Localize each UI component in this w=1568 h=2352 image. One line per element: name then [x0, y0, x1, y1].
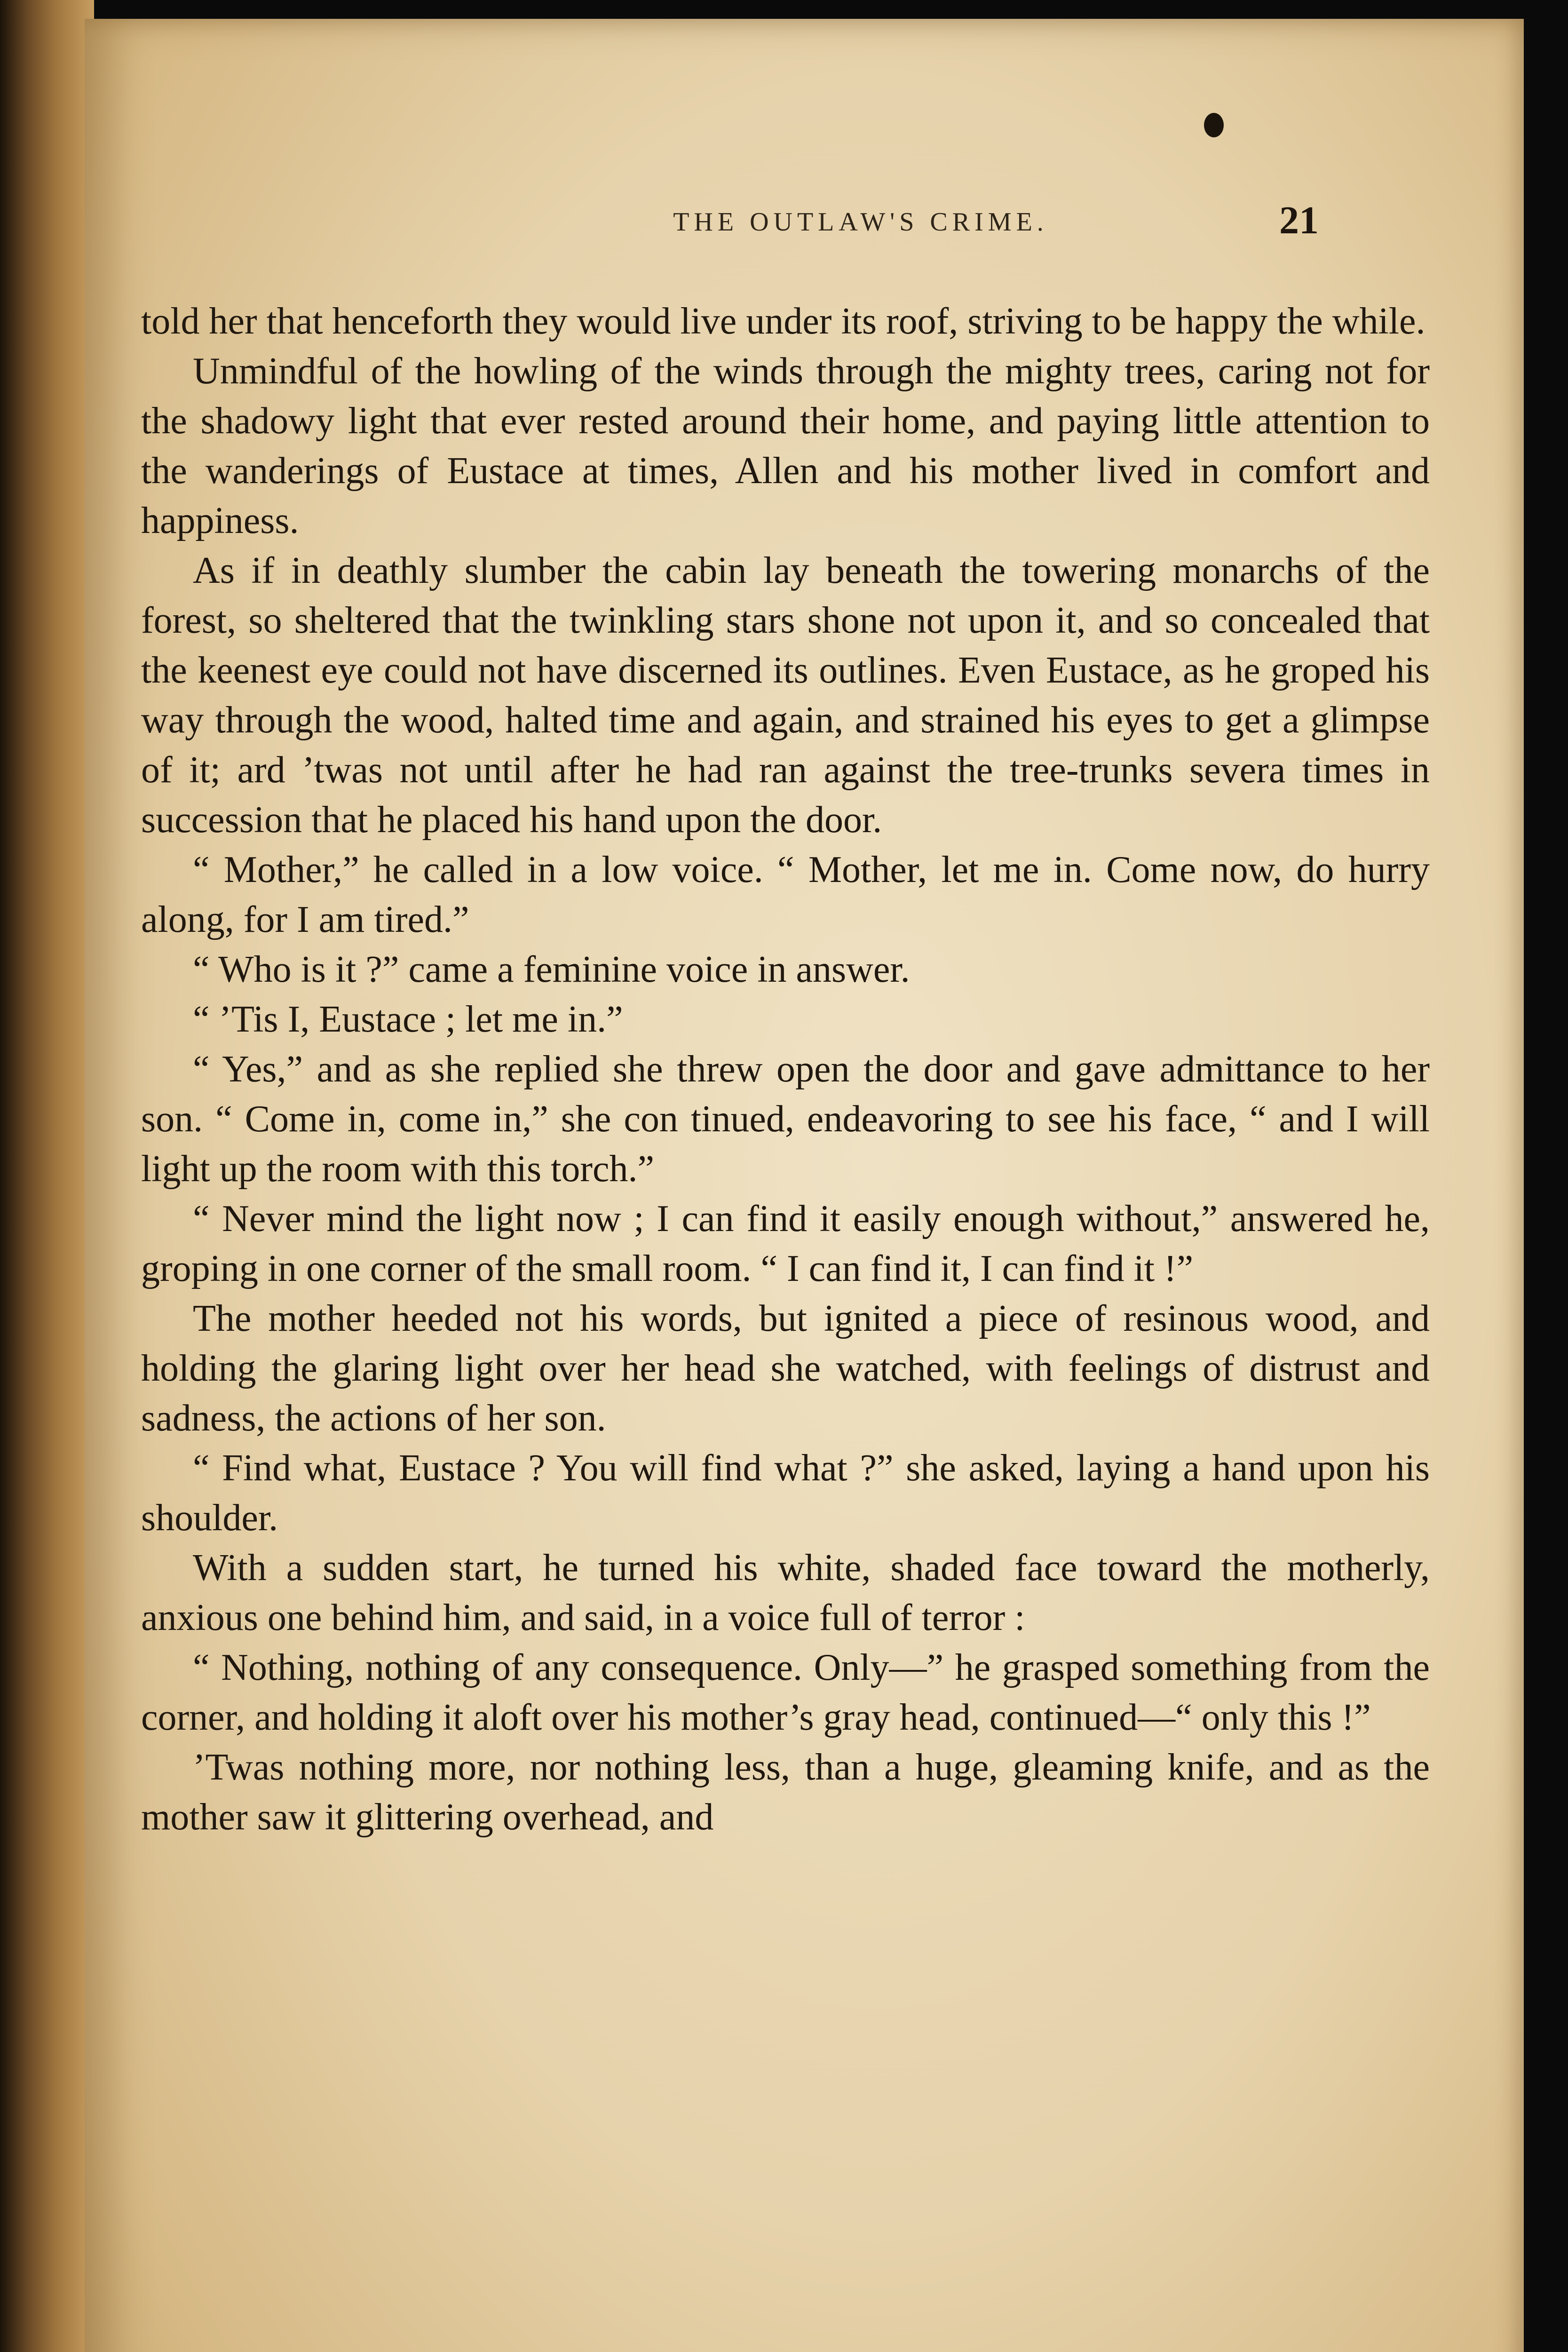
page-number: 21	[1279, 199, 1319, 242]
paragraph: With a sudden start, he turned his white, shaded face toward the motherly, anxious one behind him, and said, in a voice full of terror :	[141, 1547, 1430, 1638]
paragraph: “ Never mind the light now ; I can find it easily enough without,” answered he, groping in one corner of the small room. “ I can find it, I can find it !”	[141, 1198, 1430, 1289]
paragraph: As if in deathly slumber the cabin lay beneath the towering monarchs of the forest, so sheltered that the twinkling stars shone not upon it, and so concealed that the keenest eye could not have discerned its outlines. Even Eustace, as he groped his way through the wood, halted time and again, and strained his eyes to get a glimpse of it; ard ’twas not until after he had ran against the tree-trunks severa times in succession that he placed his hand upon the door.	[141, 550, 1430, 841]
paragraph: “ Yes,” and as she replied she threw open the door and gave admittance to her son. “ Come in, come in,” she con tinued, endeavoring to see his face, “ and I will light up the room with this torch.”	[141, 1049, 1430, 1190]
paragraph: “ Find what, Eustace ? You will find what ?” she asked, laying a hand upon his shoulder.	[141, 1447, 1430, 1539]
body-text	[141, 296, 1430, 1842]
book-page	[85, 19, 1524, 2352]
book-binding	[0, 0, 94, 2352]
paragraph: told her that henceforth they would live under its roof, striving to be happy the while.	[141, 301, 1425, 342]
paragraph: “ Mother,” he called in a low voice. “ Mother, let me in. Come now, do hurry along, for I am tired.”	[141, 849, 1430, 940]
paragraph: ’Twas nothing more, nor nothing less, than a huge, gleaming knife, and as the mother saw it glittering overhead, and	[141, 1747, 1430, 1838]
paragraph: The mother heeded not his words, but ignited a piece of resinous wood, and holding the glaring light over her head she watched, with feelings of distrust and sadness, the actions of her son.	[141, 1298, 1430, 1439]
paragraph: Unmindful of the howling of the winds through the mighty trees, caring not for the shadowy light that ever rested around their home, and paying little attention to the wanderings of Eustace at times, Allen and his mother lived in comfort and happiness.	[141, 350, 1430, 541]
paragraph: “ ’Tis I, Eustace ; let me in.”	[193, 999, 623, 1040]
ink-spot	[1204, 113, 1224, 137]
paragraph: “ Who is it ?” came a feminine voice in answer.	[193, 949, 910, 990]
paragraph: “ Nothing, nothing of any consequence. Only—” he grasped something from the corner, and holding it aloft over his mother’s gray head, continued—“ only this !”	[141, 1647, 1430, 1738]
running-head: THE OUTLAW'S CRIME.	[673, 207, 1048, 237]
